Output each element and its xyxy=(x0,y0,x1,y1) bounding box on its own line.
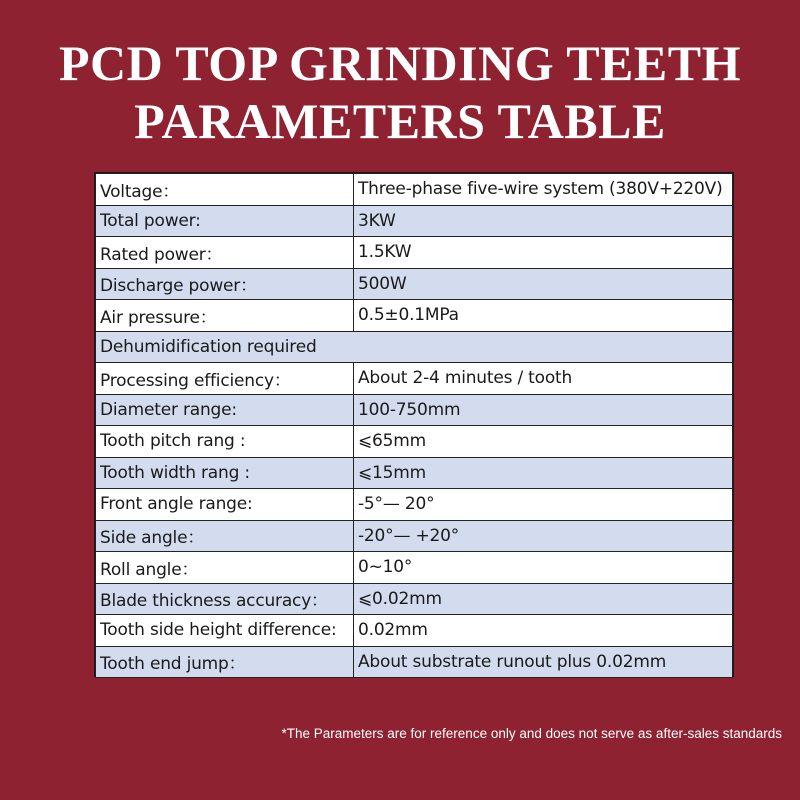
table-row xyxy=(96,457,733,489)
param-value: -20°— +20° xyxy=(354,520,733,552)
param-value: 0.02mm xyxy=(354,615,733,647)
table-row xyxy=(96,268,733,300)
parameters-table xyxy=(94,172,734,677)
param-name: Side angle： xyxy=(96,520,354,552)
param-name: Front angle range: xyxy=(96,489,354,521)
param-name: Total power: xyxy=(96,205,354,237)
param-note: Dehumidification required xyxy=(96,331,733,363)
param-value: ⩽0.02mm xyxy=(354,583,733,615)
table-row xyxy=(96,646,733,678)
param-value: 0~10° xyxy=(354,552,733,584)
param-name: Voltage： xyxy=(96,174,354,206)
param-name: Air pressure： xyxy=(96,300,354,332)
table-row xyxy=(96,583,733,615)
param-name: Discharge power： xyxy=(96,268,354,300)
param-value: ⩽15mm xyxy=(354,457,733,489)
title-line-1: PCD TOP GRINDING TEETH xyxy=(59,35,741,91)
table-row xyxy=(96,331,733,363)
param-name: Roll angle： xyxy=(96,552,354,584)
page-title xyxy=(0,34,800,150)
table-row xyxy=(96,489,733,521)
table-row xyxy=(96,394,733,426)
param-value: Three-phase five-wire system (380V+220V) xyxy=(354,174,733,206)
param-name: Tooth pitch rang : xyxy=(96,426,354,458)
param-value: -5°— 20° xyxy=(354,489,733,521)
table-row xyxy=(96,174,733,206)
table-row xyxy=(96,615,733,647)
param-name: Rated power： xyxy=(96,237,354,269)
table-row xyxy=(96,205,733,237)
table-row xyxy=(96,426,733,458)
table-row xyxy=(96,363,733,395)
param-name: Tooth width rang : xyxy=(96,457,354,489)
param-value: About substrate runout plus 0.02mm xyxy=(354,646,733,678)
param-value: 3KW xyxy=(354,205,733,237)
param-name: Tooth side height difference: xyxy=(96,615,354,647)
param-name: Tooth end jump： xyxy=(96,646,354,678)
table-row xyxy=(96,300,733,332)
param-name: Diameter range: xyxy=(96,394,354,426)
param-value: 500W xyxy=(354,268,733,300)
table-row xyxy=(96,520,733,552)
param-value: 100-750mm xyxy=(354,394,733,426)
table-row xyxy=(96,237,733,269)
param-name: Processing efficiency： xyxy=(96,363,354,395)
param-value: 1.5KW xyxy=(354,237,733,269)
param-value: About 2-4 minutes / tooth xyxy=(354,363,733,395)
param-value: 0.5±0.1MPa xyxy=(354,300,733,332)
table-row xyxy=(96,552,733,584)
title-line-2: PARAMETERS TABLE xyxy=(134,93,666,149)
disclaimer-note: *The Parameters are for reference only and does not serve as after-sales standards xyxy=(281,726,782,741)
param-value: ⩽65mm xyxy=(354,426,733,458)
param-name: Blade thickness accuracy： xyxy=(96,583,354,615)
